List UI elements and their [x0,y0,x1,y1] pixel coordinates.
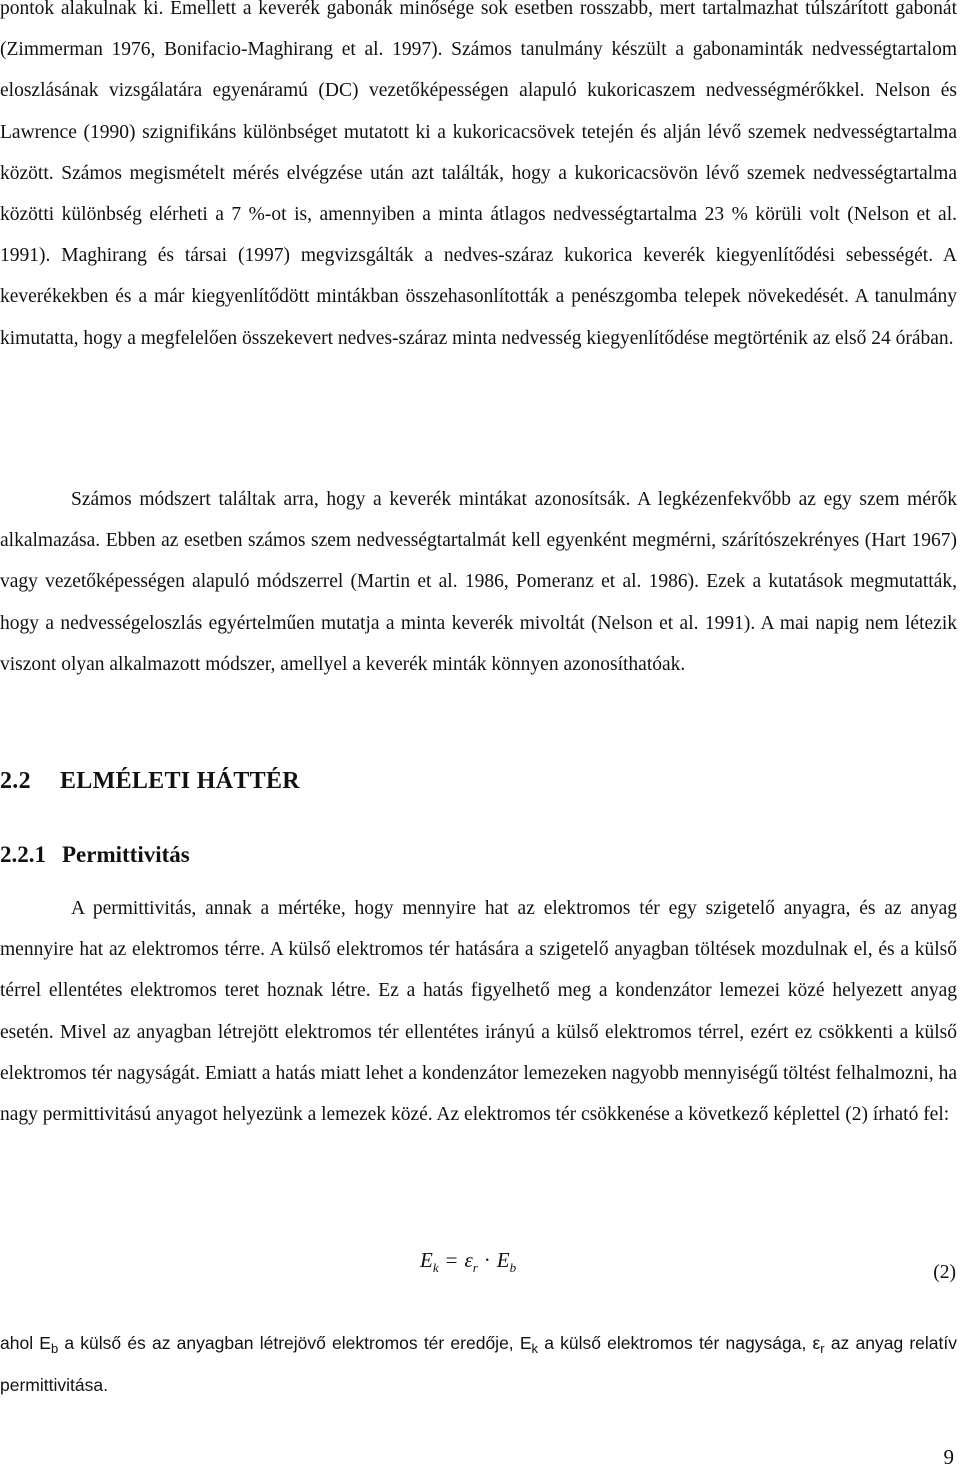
definition-subscript-2: k [531,1341,539,1356]
body-paragraph-2: Számos módszert találtak arra, hogy a keverék mintákat azonosítsák. A legkézenfekvőbb az egy szem mérők alkalmazása. Ebben az esetben számos szem nedvességtartalmát kell egyenként megmérni, szárítószekrényes (Hart 1967) vagy vezetőképességen alapuló módszerrel (Martin et al. 1986, Pomeranz et al. 1986). Ezek a kutatások megmutatták, hogy a nedvességeloszlás egyértelműen mutatja a minta keverék mivoltát (Nelson et al. 1991). A mai napig nem létezik viszont olyan alkalmazott módszer, amellyel a keverék minták könnyen azonosíthatóak. [0,489,957,675]
body-paragraph-3: A permittivitás, annak a mértéke, hogy mennyire hat az elektromos tér egy szigetelő anyagra, és az anyag mennyire hat az elektromos térre. A külső elektromos tér hatására a szigetelő anyagban töltések mozdulnak el, és a külső térrel ellentétes elektromos teret hoznak létre. Ez a hatás figyelhető meg a kondenzátor lemezei közé helyezett anyag esetén. Mivel az anyagban létrejött elektromos tér ellentétes irányú a külső elektromos térrel, ezért ez csökkenti a külső elektromos tér nagyságát. Emiatt a hatás miatt lehet a kondenzátor lemezeken nagyobb mennyiségű töltést felhalmozni, ha nagy permittivitású anyagot helyezünk a lemezek közé. Az elektromos tér csökkenése a következő képlettel (2) írható fel: [0,898,957,1126]
equation-number: (2) [933,1262,956,1283]
equation-dot: · [483,1248,491,1272]
equation-lhs-subscript: k [432,1260,439,1275]
page-number: 9 [943,1445,954,1469]
definition-text-4: az anyag relatív permittivitása. [0,1333,958,1395]
definition-text-1: ahol E [0,1333,51,1353]
equation-epsilon-subscript: r [472,1260,478,1275]
definition-text-2: a külső és az anyagban létrejövő elektromos tér eredője, E [58,1333,532,1353]
definition-paragraph [0,1322,957,1406]
definition-subscript-1: b [50,1341,59,1356]
equation-epsilon: ε [464,1248,473,1272]
subsection-number: 2.2.1 [0,842,46,867]
equation-rhs: E [496,1248,510,1272]
subsection-heading [0,842,190,868]
section-title: ELMÉLETI HÁTTÉR [60,768,300,794]
body-paragraph-1: pontok alakulnak ki. Emellett a keverék gabonák minősége sok esetben rosszabb, mert tartalmazhat túlszárított gabonát (Zimmerman 1976, Bonifacio-Maghirang et al. 1997). Számos tanulmány készült a gabonaminták nedvességtartalom eloszlásának vizsgálatára egyenáramú (DC) vezetőképességen alapuló kukoricaszem nedvességmérőkkel. Nelson és Lawrence (1990) szignifikáns különbséget mutatott ki a kukoricacsövek tetején és alján lévő szemek nedvességtartalma között. Számos megismételt mérés elvégzése után azt találták, hogy a kukoricacsövön lévő szemek nedvességtartalma közötti különbség elérheti a 7 %-ot is, amennyiben a minta átlagos nedvességtartalma 23 % körüli volt (Nelson et al. 1991). Maghirang és társai (1997) megvizsgálták a nedves-száraz kukorica keverék kiegyenlítődési sebességét. A keverékekben és a már kiegyenlítődött mintákban összehasonlították a penészgomba telepek növekedését. A tanulmány kimutatta, hogy a megfelelően összekevert nedves-száraz minta nedvesség kiegyenlítődése megtörténik az első 24 órában. [0,0,957,349]
section-heading [0,768,300,795]
section-number: 2.2 [0,768,31,794]
equation-rhs-subscript: b [509,1260,517,1275]
equation-lhs: E [420,1248,433,1272]
equation [420,1248,516,1276]
definition-subscript-3: r [820,1341,825,1356]
equation-equals: = [445,1248,458,1272]
definition-text-3: a külső elektromos tér nagysága, ε [538,1333,821,1353]
subsection-title: Permittivitás [62,842,190,867]
